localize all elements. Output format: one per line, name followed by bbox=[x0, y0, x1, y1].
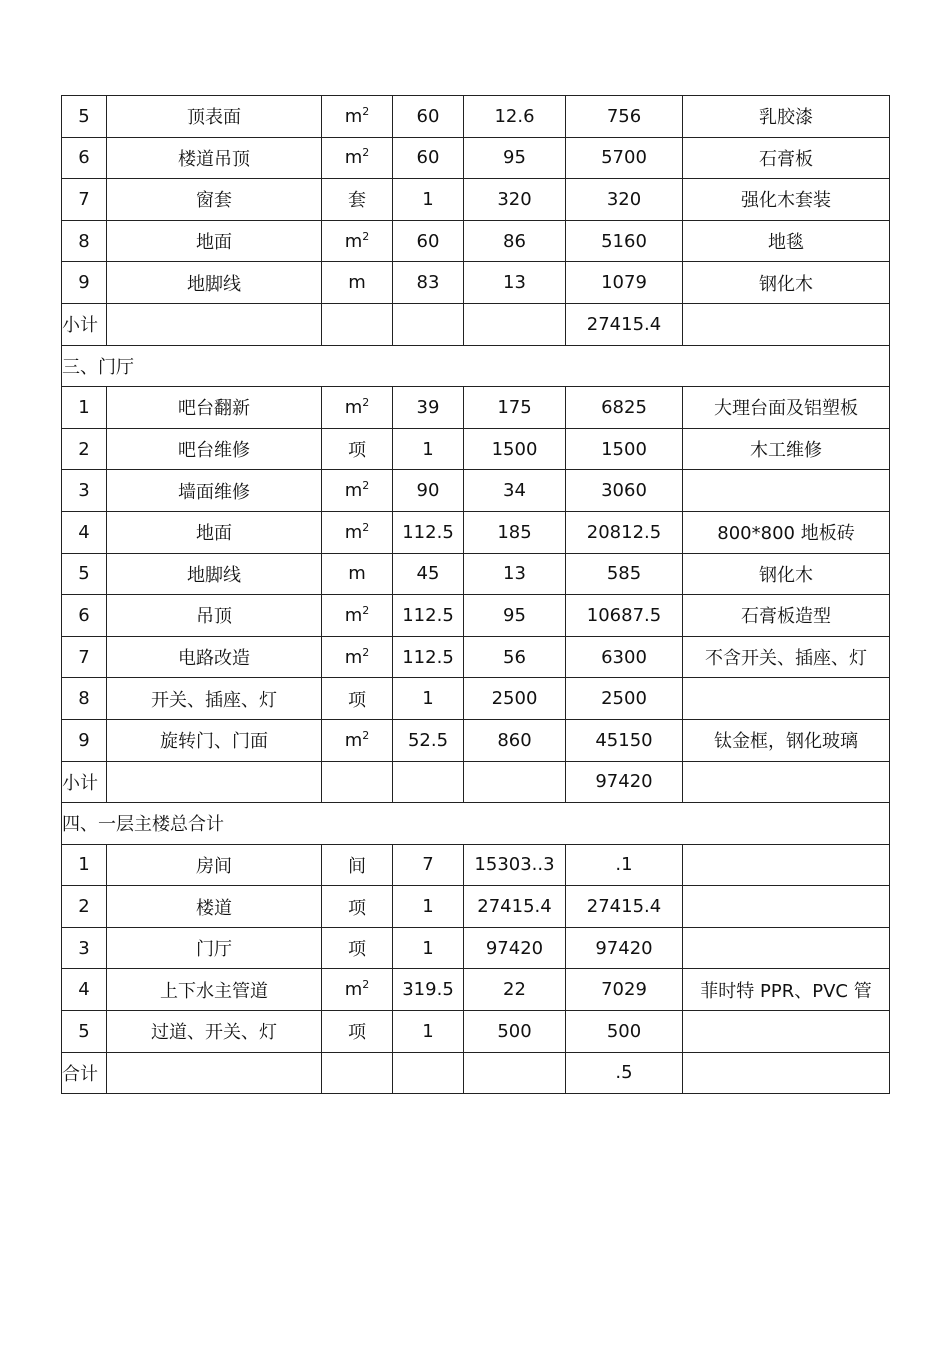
unit-exponent: 2 bbox=[362, 146, 370, 160]
unit-exponent: 2 bbox=[362, 395, 370, 409]
unit-cell bbox=[322, 470, 393, 512]
amount: 6825 bbox=[566, 387, 683, 429]
empty-cell bbox=[322, 761, 393, 803]
unit: 项 bbox=[348, 897, 366, 919]
quantity: 1 bbox=[393, 179, 464, 221]
note bbox=[683, 1011, 890, 1053]
amount: 27415.4 bbox=[566, 886, 683, 928]
unit: m bbox=[344, 979, 363, 1001]
section-heading-row bbox=[62, 803, 890, 845]
amount: 5700 bbox=[566, 137, 683, 179]
note bbox=[683, 678, 890, 720]
unit-price: 175 bbox=[464, 387, 566, 429]
unit-cell bbox=[322, 137, 393, 179]
item-name: 房间 bbox=[107, 844, 322, 886]
table-row bbox=[62, 220, 890, 262]
unit-price: 97420 bbox=[464, 927, 566, 969]
amount: 7029 bbox=[566, 969, 683, 1011]
table-row bbox=[62, 262, 890, 304]
unit-cell bbox=[322, 927, 393, 969]
note bbox=[683, 886, 890, 928]
item-name: 吊顶 bbox=[107, 595, 322, 637]
note: 木工维修 bbox=[683, 428, 890, 470]
quantity: 1 bbox=[393, 1011, 464, 1053]
item-name: 门厅 bbox=[107, 927, 322, 969]
empty-cell bbox=[393, 303, 464, 345]
subtotal-row bbox=[62, 303, 890, 345]
note: 钢化木 bbox=[683, 262, 890, 304]
unit: 项 bbox=[348, 939, 366, 961]
quantity: 1 bbox=[393, 678, 464, 720]
unit-price: 95 bbox=[464, 137, 566, 179]
unit-cell bbox=[322, 220, 393, 262]
unit: m bbox=[344, 396, 363, 418]
amount: 10687.5 bbox=[566, 595, 683, 637]
unit: m bbox=[344, 480, 363, 502]
row-number: 9 bbox=[62, 719, 107, 761]
item-name: 过道、开关、灯 bbox=[107, 1011, 322, 1053]
item-name: 地脚线 bbox=[107, 262, 322, 304]
unit: 间 bbox=[348, 855, 366, 877]
row-number: 3 bbox=[62, 927, 107, 969]
table-row bbox=[62, 470, 890, 512]
item-name: 顶表面 bbox=[107, 96, 322, 138]
empty-cell bbox=[464, 761, 566, 803]
amount: 320 bbox=[566, 179, 683, 221]
quantity: 1 bbox=[393, 886, 464, 928]
item-name: 旋转门、门面 bbox=[107, 719, 322, 761]
table-row bbox=[62, 719, 890, 761]
amount: 1079 bbox=[566, 262, 683, 304]
empty-cell bbox=[464, 303, 566, 345]
amount: 20812.5 bbox=[566, 511, 683, 553]
table-row bbox=[62, 1011, 890, 1053]
quantity: 90 bbox=[393, 470, 464, 512]
table-row bbox=[62, 511, 890, 553]
unit-exponent: 2 bbox=[362, 978, 370, 992]
unit-cell bbox=[322, 262, 393, 304]
quantity: 112.5 bbox=[393, 636, 464, 678]
row-number: 6 bbox=[62, 137, 107, 179]
row-number: 5 bbox=[62, 1011, 107, 1053]
note bbox=[683, 470, 890, 512]
unit: m bbox=[344, 147, 363, 169]
unit-exponent: 2 bbox=[362, 229, 370, 243]
item-name: 楼道 bbox=[107, 886, 322, 928]
empty-cell bbox=[683, 1052, 890, 1094]
quantity: 39 bbox=[393, 387, 464, 429]
item-name: 地面 bbox=[107, 511, 322, 553]
amount: 2500 bbox=[566, 678, 683, 720]
row-number: 7 bbox=[62, 636, 107, 678]
empty-cell bbox=[393, 761, 464, 803]
amount: 585 bbox=[566, 553, 683, 595]
unit-price: 56 bbox=[464, 636, 566, 678]
note: 石膏板造型 bbox=[683, 595, 890, 637]
unit-cell bbox=[322, 719, 393, 761]
unit-price: 13 bbox=[464, 262, 566, 304]
row-number: 4 bbox=[62, 969, 107, 1011]
quantity: 112.5 bbox=[393, 595, 464, 637]
unit-cell bbox=[322, 179, 393, 221]
row-number: 2 bbox=[62, 886, 107, 928]
unit-price: 34 bbox=[464, 470, 566, 512]
empty-cell bbox=[464, 1052, 566, 1094]
table-row bbox=[62, 678, 890, 720]
unit: 套 bbox=[348, 190, 366, 212]
row-number: 4 bbox=[62, 511, 107, 553]
unit-price: 86 bbox=[464, 220, 566, 262]
unit-cell bbox=[322, 844, 393, 886]
subtotal-label: 小计 bbox=[62, 303, 107, 345]
unit-price: 22 bbox=[464, 969, 566, 1011]
subtotal-amount: 27415.4 bbox=[566, 303, 683, 345]
table-row bbox=[62, 179, 890, 221]
unit: m bbox=[344, 646, 363, 668]
row-number: 7 bbox=[62, 179, 107, 221]
item-name: 上下水主管道 bbox=[107, 969, 322, 1011]
subtotal-amount: 97420 bbox=[566, 761, 683, 803]
item-name: 地脚线 bbox=[107, 553, 322, 595]
note bbox=[683, 844, 890, 886]
empty-cell bbox=[683, 303, 890, 345]
table-row bbox=[62, 886, 890, 928]
unit-exponent: 2 bbox=[362, 104, 370, 118]
unit-price: 500 bbox=[464, 1011, 566, 1053]
subtotal-label: 小计 bbox=[62, 761, 107, 803]
row-number: 8 bbox=[62, 678, 107, 720]
note: 强化木套装 bbox=[683, 179, 890, 221]
quantity: 1 bbox=[393, 428, 464, 470]
subtotal-label: 合计 bbox=[62, 1052, 107, 1094]
unit-cell bbox=[322, 969, 393, 1011]
item-name: 墙面维修 bbox=[107, 470, 322, 512]
unit-price: 2500 bbox=[464, 678, 566, 720]
row-number: 3 bbox=[62, 470, 107, 512]
table-row bbox=[62, 96, 890, 138]
unit: m bbox=[348, 272, 366, 294]
quantity: 52.5 bbox=[393, 719, 464, 761]
table-row bbox=[62, 636, 890, 678]
item-name: 电路改造 bbox=[107, 636, 322, 678]
unit: 项 bbox=[348, 1022, 366, 1044]
amount: 97420 bbox=[566, 927, 683, 969]
unit: m bbox=[344, 604, 363, 626]
unit: m bbox=[344, 521, 363, 543]
table-row bbox=[62, 137, 890, 179]
unit-cell bbox=[322, 96, 393, 138]
unit-price: 27415.4 bbox=[464, 886, 566, 928]
note: 石膏板 bbox=[683, 137, 890, 179]
empty-cell bbox=[322, 303, 393, 345]
unit-cell bbox=[322, 636, 393, 678]
empty-cell bbox=[107, 1052, 322, 1094]
quantity: 83 bbox=[393, 262, 464, 304]
table-row bbox=[62, 387, 890, 429]
unit: m bbox=[344, 230, 363, 252]
unit-cell bbox=[322, 511, 393, 553]
unit-exponent: 2 bbox=[362, 645, 370, 659]
unit-price: 1500 bbox=[464, 428, 566, 470]
row-number: 8 bbox=[62, 220, 107, 262]
note: 大理台面及铝塑板 bbox=[683, 387, 890, 429]
item-name: 开关、插座、灯 bbox=[107, 678, 322, 720]
row-number: 9 bbox=[62, 262, 107, 304]
amount: 5160 bbox=[566, 220, 683, 262]
empty-cell bbox=[322, 1052, 393, 1094]
unit-cell bbox=[322, 886, 393, 928]
budget-table bbox=[61, 95, 890, 1094]
unit: m bbox=[344, 105, 363, 127]
unit-exponent: 2 bbox=[362, 520, 370, 534]
item-name: 吧台维修 bbox=[107, 428, 322, 470]
unit-exponent: 2 bbox=[362, 728, 370, 742]
quantity: 60 bbox=[393, 137, 464, 179]
item-name: 吧台翻新 bbox=[107, 387, 322, 429]
quantity: 45 bbox=[393, 553, 464, 595]
unit-price: 13 bbox=[464, 553, 566, 595]
unit: 项 bbox=[348, 689, 366, 711]
table-row bbox=[62, 927, 890, 969]
unit-cell bbox=[322, 1011, 393, 1053]
amount: 1500 bbox=[566, 428, 683, 470]
note: 乳胶漆 bbox=[683, 96, 890, 138]
table-row bbox=[62, 553, 890, 595]
table-row bbox=[62, 969, 890, 1011]
empty-cell bbox=[393, 1052, 464, 1094]
amount: 6300 bbox=[566, 636, 683, 678]
note: 钢化木 bbox=[683, 553, 890, 595]
subtotal-row bbox=[62, 761, 890, 803]
amount: .1 bbox=[566, 844, 683, 886]
note: 菲时特 PPR、PVC 管 bbox=[683, 969, 890, 1011]
note: 钛金框，钢化玻璃 bbox=[683, 719, 890, 761]
note bbox=[683, 927, 890, 969]
unit: m bbox=[348, 563, 366, 585]
unit-cell bbox=[322, 387, 393, 429]
empty-cell bbox=[683, 761, 890, 803]
quantity: 60 bbox=[393, 96, 464, 138]
amount: 45150 bbox=[566, 719, 683, 761]
unit-price: 95 bbox=[464, 595, 566, 637]
unit: m bbox=[344, 729, 363, 751]
quantity: 7 bbox=[393, 844, 464, 886]
table-row bbox=[62, 844, 890, 886]
subtotal-row bbox=[62, 1052, 890, 1094]
note: 地毯 bbox=[683, 220, 890, 262]
row-number: 5 bbox=[62, 96, 107, 138]
section-heading: 四、一层主楼总合计 bbox=[62, 803, 890, 845]
table-row bbox=[62, 428, 890, 470]
unit-cell bbox=[322, 553, 393, 595]
row-number: 5 bbox=[62, 553, 107, 595]
empty-cell bbox=[107, 303, 322, 345]
row-number: 1 bbox=[62, 844, 107, 886]
section-heading: 三、门厅 bbox=[62, 345, 890, 387]
quantity: 112.5 bbox=[393, 511, 464, 553]
row-number: 6 bbox=[62, 595, 107, 637]
subtotal-amount: .5 bbox=[566, 1052, 683, 1094]
unit-cell bbox=[322, 595, 393, 637]
unit-cell bbox=[322, 678, 393, 720]
unit-price: 15303..3 bbox=[464, 844, 566, 886]
unit-exponent: 2 bbox=[362, 603, 370, 617]
item-name: 地面 bbox=[107, 220, 322, 262]
note: 不含开关、插座、灯 bbox=[683, 636, 890, 678]
quantity: 319.5 bbox=[393, 969, 464, 1011]
item-name: 楼道吊顶 bbox=[107, 137, 322, 179]
item-name: 窗套 bbox=[107, 179, 322, 221]
amount: 756 bbox=[566, 96, 683, 138]
unit: 项 bbox=[348, 440, 366, 462]
row-number: 1 bbox=[62, 387, 107, 429]
quantity: 60 bbox=[393, 220, 464, 262]
unit-exponent: 2 bbox=[362, 479, 370, 493]
row-number: 2 bbox=[62, 428, 107, 470]
unit-price: 12.6 bbox=[464, 96, 566, 138]
amount: 500 bbox=[566, 1011, 683, 1053]
note: 800*800 地板砖 bbox=[683, 511, 890, 553]
quantity: 1 bbox=[393, 927, 464, 969]
section-heading-row bbox=[62, 345, 890, 387]
table-row bbox=[62, 595, 890, 637]
unit-price: 320 bbox=[464, 179, 566, 221]
unit-price: 860 bbox=[464, 719, 566, 761]
amount: 3060 bbox=[566, 470, 683, 512]
empty-cell bbox=[107, 761, 322, 803]
unit-cell bbox=[322, 428, 393, 470]
unit-price: 185 bbox=[464, 511, 566, 553]
